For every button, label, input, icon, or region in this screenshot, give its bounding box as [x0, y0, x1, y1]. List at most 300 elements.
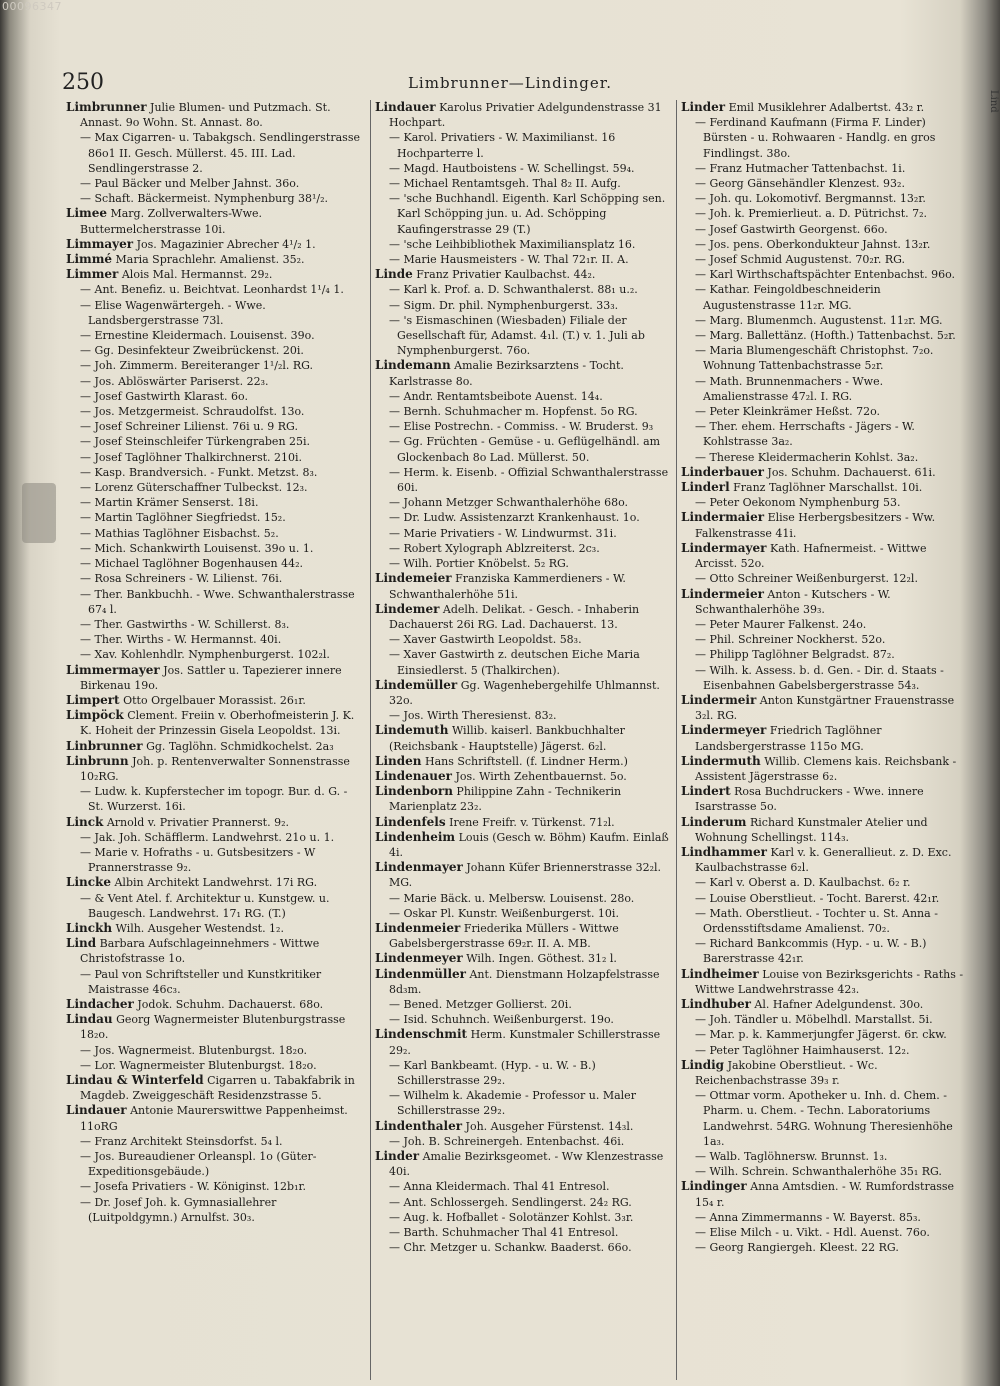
- directory-entry: [375, 1088, 675, 1118]
- directory-entry: [681, 663, 969, 693]
- directory-entry: [681, 723, 969, 753]
- entry-text: Georg Wagnermeister Blutenburgstrasse 18₂o.: [80, 1013, 346, 1042]
- entry-text: — Philipp Taglöhner Belgradst. 87₂.: [695, 648, 895, 662]
- directory-entry: [375, 404, 675, 419]
- entry-text: — Karl k. Prof. a. D. Schwanthalerst. 88₁ u.₂.: [389, 283, 638, 297]
- directory-entry: [681, 419, 969, 449]
- directory-entry: [375, 997, 675, 1012]
- margin-note: Lind: [988, 90, 999, 113]
- directory-entry: [66, 130, 364, 176]
- entry-text: Gg. Wagenhebergehilfe Uhlmannst. 32o.: [389, 678, 660, 707]
- directory-entry: [681, 343, 969, 373]
- entry-text: Friedrich Taglöhner Landsbergerstrasse 115o MG.: [695, 724, 882, 753]
- directory-entry: [375, 891, 675, 906]
- directory-entry: [66, 921, 364, 936]
- directory-entry: [66, 450, 364, 465]
- directory-entry: [66, 252, 364, 267]
- directory-entry: [375, 267, 675, 282]
- entry-text: Franz Privatier Kaulbachst. 44₂.: [416, 268, 596, 282]
- directory-entry: [681, 465, 969, 480]
- directory-entry: [66, 571, 364, 586]
- directory-entry: [66, 1195, 364, 1225]
- directory-entry: [681, 1225, 969, 1240]
- entry-text: — Ther. Wirths - W. Hermannst. 40i.: [80, 633, 282, 647]
- directory-entry: [681, 480, 969, 495]
- entry-surname: Linden: [375, 753, 422, 768]
- entry-surname: Lindenmeier: [375, 920, 461, 935]
- entry-text: — Gg. Desinfekteur Zweibrückenst. 20i.: [80, 344, 304, 358]
- entry-text: Arnold v. Privatier Prannerst. 9₂.: [106, 815, 289, 829]
- entry-text: Joh. Ausgeher Fürstenst. 14₃l.: [465, 1119, 634, 1133]
- directory-entry: [681, 1058, 969, 1088]
- entry-text: Rosa Buchdruckers - Wwe. innere Isarstrasse 5o.: [695, 785, 924, 814]
- entry-text: Alois Mal. Hermannst. 29₂.: [121, 268, 273, 282]
- directory-entry: [66, 784, 364, 814]
- directory-entry: [66, 708, 364, 738]
- directory-entry: [66, 997, 364, 1012]
- entry-surname: Lindenmeyer: [375, 951, 463, 966]
- directory-entry: [681, 404, 969, 419]
- entry-text: Elise Herbergsbesitzers - Ww. Falkenstrasse 41i.: [695, 511, 936, 540]
- directory-entry: [66, 556, 364, 571]
- directory-entry: [375, 1134, 675, 1149]
- entry-text: — Peter Maurer Falkenst. 24o.: [695, 617, 867, 631]
- entry-text: — Karol. Privatiers - W. Maximilianst. 16 Hochparterre l.: [389, 131, 616, 160]
- entry-text: — Xav. Kohlenhdlr. Nymphenburgerst. 102₂l.: [80, 648, 330, 662]
- entry-text: — Isid. Schuhnch. Weißenburgerst. 19o.: [389, 1013, 614, 1027]
- entry-text: — Magd. Hautboistens - W. Schellingst. 59₄.: [389, 161, 635, 175]
- directory-entry: [66, 1134, 364, 1149]
- entry-text: — Elise Postrechn. - Commiss. - W. Bruderst. 9₃: [389, 420, 654, 434]
- directory-entry: [66, 176, 364, 191]
- entry-text: — Marg. Ballettänz. (Hofth.) Tattenbachst. 5₂r.: [695, 329, 956, 343]
- directory-entry: [66, 328, 364, 343]
- directory-entry: [66, 298, 364, 328]
- entry-text: — Maria Blumengeschäft Christophst. 7₂o. Wohnung Tattenbachstrasse 5₂r.: [695, 344, 934, 373]
- entry-text: — Mar. p. k. Kammerjungfer Jägerst. 6r. ckw.: [695, 1028, 947, 1042]
- entry-text: — Josef Schreiner Lilienst. 76i u. 9 RG.: [80, 420, 298, 434]
- directory-entry: [681, 936, 969, 966]
- directory-entry: [375, 921, 675, 951]
- entry-surname: Lindert: [681, 784, 731, 799]
- directory-entry: [681, 191, 969, 206]
- entry-text: Amalie Bezirksgeomet. - Ww Klenzestrasse 40i.: [389, 1150, 664, 1179]
- entry-surname: Lindenmüller: [375, 966, 466, 981]
- entry-surname: Limmayer: [66, 236, 134, 251]
- entry-text: Ant. Dienstmann Holzapfelstrasse 8d₃m.: [389, 967, 660, 996]
- directory-entry: [375, 130, 675, 160]
- directory-entry: [375, 465, 675, 495]
- entry-surname: Lindemann: [375, 358, 451, 373]
- entry-text: — Oskar Pl. Kunstr. Weißenburgerst. 10i.: [389, 906, 619, 920]
- entry-text: Kath. Hafnermeist. - Wittwe Arcisst. 52o.: [695, 541, 927, 571]
- column-right: [676, 100, 969, 1380]
- entry-text: Marg. Zollverwalters-Wwe. Buttermelcherstrasse 10i.: [80, 207, 263, 236]
- directory-entry: [681, 815, 969, 845]
- entry-text: — Anna Zimmermanns - W. Bayerst. 85₃.: [695, 1210, 921, 1224]
- entry-text: — Jos. Wirth Theresienst. 83₂.: [389, 709, 557, 723]
- entry-text: — Elise Milch - u. Vikt. - Hdl. Auenst. 76o.: [695, 1226, 930, 1240]
- entry-text: — Georg Rangiergeh. Kleest. 22 RG.: [695, 1241, 899, 1255]
- entry-text: — Chr. Metzger u. Schankw. Baaderst. 66o.: [389, 1241, 632, 1255]
- entry-surname: Lindhuber: [681, 996, 751, 1011]
- directory-entry: [681, 313, 969, 328]
- entry-surname: Linderbauer: [681, 464, 764, 479]
- entry-text: — Jos. pens. Oberkondukteur Jahnst. 13₂r.: [695, 237, 931, 251]
- directory-entry: [681, 617, 969, 632]
- entry-text: Karolus Privatier Adelgundenstrasse 31 Hochpart.: [389, 101, 662, 130]
- directory-entry: [681, 541, 969, 571]
- entry-text: Johann Küfer Briennerstrasse 32₂l. MG.: [389, 861, 662, 890]
- entry-text: — Phil. Schreiner Nockherst. 52o.: [695, 633, 886, 647]
- entry-text: — Ant. Schlossergeh. Sendlingerst. 24₂ RG.: [389, 1195, 632, 1209]
- directory-entry: [681, 1043, 969, 1058]
- directory-entry: [375, 1195, 675, 1210]
- directory-entry: [375, 541, 675, 556]
- entry-surname: Lindau & Winterfeld: [66, 1073, 204, 1087]
- entry-text: Louise von Bezirksgerichts - Raths - Wittwe Landwehrstrasse 42₃.: [695, 967, 964, 996]
- directory-entry: [681, 161, 969, 176]
- entry-text: — Aug. k. Hofballet - Solotänzer Kohlst. 3₃r.: [389, 1210, 634, 1224]
- entry-text: — Karl v. Oberst a. D. Kaulbachst. 6₂ r.: [695, 876, 911, 890]
- entry-text: — Ferdinand Kaufmann (Firma F. Linder) Bürsten - u. Rohwaaren - Handlg. en gros Findlingst. 38o.: [695, 116, 936, 160]
- entry-text: — Richard Bankcommis (Hyp. - u. W. - B.) Barerstrasse 42₁r.: [695, 937, 927, 966]
- entry-surname: Linder: [681, 100, 726, 114]
- entry-text: — Josef Gastwirth Klarast. 6o.: [80, 389, 248, 403]
- directory-entry: [375, 510, 675, 525]
- directory-entry: [681, 754, 969, 784]
- entry-surname: Lindermeier: [681, 586, 764, 601]
- directory-entry: [681, 1027, 969, 1042]
- directory-entry: [66, 1043, 364, 1058]
- directory-entry: [375, 389, 675, 404]
- entry-surname: Linck: [66, 814, 104, 829]
- entry-text: Joh. p. Rentenverwalter Sonnenstrasse 10₂RG.: [80, 754, 350, 783]
- entry-text: — Josef Steinschleifer Türkengraben 25i.: [80, 435, 311, 449]
- directory-entry: [375, 1027, 675, 1057]
- entry-text: Franz Taglöhner Marschallst. 10i.: [733, 481, 923, 495]
- entry-surname: Lindemüller: [375, 677, 458, 692]
- entry-text: — Georg Gänsehändler Klenzest. 93₂.: [695, 177, 905, 191]
- directory-entry: [66, 632, 364, 647]
- entry-text: — 'sche Buchhandl. Eigenth. Karl Schöpping sen. Karl Schöpping jun. u. Ad. Schöpping Kaufingerstrasse 29 (T.): [389, 192, 666, 236]
- entry-surname: Linder: [375, 1149, 420, 1164]
- entry-surname: Lind: [66, 936, 97, 951]
- entry-surname: Lindermaier: [681, 510, 765, 525]
- entry-text: — Math. Oberstlieut. - Tochter u. St. Anna - Ordensstiftsdame Amalienst. 70₂.: [695, 906, 938, 935]
- entry-surname: Linckh: [66, 920, 113, 935]
- directory-entry: [375, 723, 675, 753]
- directory-entry: [375, 1240, 675, 1255]
- entry-text: Anna Amtsdien. - W. Rumfordstrasse 15₄ r.: [695, 1180, 955, 1209]
- directory-entry: [375, 754, 675, 769]
- entry-text: — Wilh. k. Assess. b. d. Gen. - Dir. d. Staats - Eisenbahnen Gabelsbergerstrasse 54₃.: [695, 663, 944, 692]
- entry-text: Amalie Bezirksarztens - Tocht. Karlstrasse 8o.: [389, 359, 624, 388]
- entry-text: — Johann Metzger Schwanthalerhöhe 68o.: [389, 496, 629, 510]
- page-number: 250: [62, 70, 104, 95]
- entry-surname: Limpöck: [66, 708, 124, 723]
- entry-text: Herm. Kunstmaler Schillerstrasse 29₂.: [389, 1028, 661, 1057]
- entry-text: — Ther. ehem. Herrschafts - Jägers - W. Kohlstrasse 3a₂.: [695, 420, 915, 449]
- entry-text: — Jos. Metzgermeist. Schraudolfst. 13o.: [80, 405, 305, 419]
- directory-entry: [681, 328, 969, 343]
- entry-text: — Franz Hutmacher Tattenbachst. 1i.: [695, 161, 906, 175]
- entry-text: — Marie Hausmeisters - W. Thal 72₁r. II. A.: [389, 253, 629, 267]
- directory-entry: [375, 526, 675, 541]
- directory-entry: [66, 389, 364, 404]
- directory-entry: [681, 1179, 969, 1209]
- entry-text: — Wilh. Portier Knöbelst. 5₂ RG.: [389, 557, 569, 571]
- directory-entry: [375, 358, 675, 388]
- directory-entry: [66, 693, 364, 708]
- entry-text: — Marie Bäck. u. Melbersw. Louisenst. 28o.: [389, 891, 635, 905]
- entry-surname: Limbrunner: [66, 100, 147, 114]
- directory-entry: [375, 282, 675, 297]
- entry-text: — Xaver Gastwirth z. deutschen Eiche Maria Einsiedlerst. 5 (Thalkirchen).: [389, 648, 640, 677]
- entry-text: — Lorenz Güterschaffner Tulbeckst. 12₃.: [80, 481, 308, 495]
- entry-text: Anton - Kutschers - W. Schwanthalerhöhe 39₃.: [695, 587, 891, 616]
- directory-entry: [66, 875, 364, 890]
- entry-surname: Lindermayer: [681, 540, 767, 555]
- entry-surname: Lindenschmit: [375, 1027, 468, 1042]
- entry-text: Jos. Magazinier Abrecher 4¹/₂ 1.: [136, 237, 316, 251]
- directory-entry: [375, 1012, 675, 1027]
- directory-entry: [375, 906, 675, 921]
- directory-entry: [375, 967, 675, 997]
- entry-text: — Ludw. k. Kupferstecher im topogr. Bur. d. G. - St. Wurzerst. 16i.: [80, 785, 348, 814]
- directory-entry: [66, 343, 364, 358]
- directory-entry: [66, 830, 364, 845]
- entry-text: — Louise Oberstlieut. - Tocht. Barerst. 42₁r.: [695, 891, 940, 905]
- entry-text: Emil Musiklehrer Adalbertst. 43₂ r.: [728, 101, 925, 114]
- directory-entry: [681, 571, 969, 586]
- directory-entry: [681, 1240, 969, 1255]
- entry-text: — Josef Gastwirth Georgenst. 66o.: [695, 222, 888, 236]
- directory-entry: [66, 465, 364, 480]
- directory-entry: [375, 237, 675, 252]
- entry-text: — Dr. Josef Joh. k. Gymnasiallehrer (Luitpoldgymn.) Arnulfst. 30₃.: [80, 1195, 277, 1224]
- entry-surname: Lindermeyer: [681, 723, 767, 738]
- directory-entry: [66, 480, 364, 495]
- directory-entry: [66, 404, 364, 419]
- directory-entry: [375, 815, 675, 830]
- entry-text: Jakobine Oberstlieut. - Wc. Reichenbachstrasse 39₃ r.: [695, 1058, 878, 1087]
- entry-surname: Limmermayer: [66, 662, 160, 677]
- directory-entry: [66, 267, 364, 282]
- entry-text: — Max Cigarren- u. Tabakgsch. Sendlingerstrasse 86o1 II. Gesch. Müllerst. 45. III. Lad. Sendlingerstrasse 2.: [80, 131, 360, 175]
- entry-text: — Karl Bankbeamt. (Hyp. - u. W. - B.) Schillerstrasse 29₂.: [389, 1058, 596, 1087]
- entry-text: Louis (Gesch w. Böhm) Kaufm. Einlaß 4i.: [389, 830, 669, 859]
- directory-entry: [66, 495, 364, 510]
- entry-text: — & Vent Atel. f. Architektur u. Kunstgew. u. Baugesch. Landwehrst. 17₁ RG. (T.): [80, 891, 330, 920]
- directory-entry: [66, 815, 364, 830]
- entry-text: — Marie v. Hofraths - u. Gutsbesitzers - W Prannerstrasse 9₂.: [80, 845, 316, 875]
- directory-entry: [375, 632, 675, 647]
- directory-entry: [66, 617, 364, 632]
- directory-entry: [375, 161, 675, 176]
- entry-text: Jos. Schuhm. Dachauerst. 61i.: [767, 465, 936, 479]
- entry-surname: Lindemuth: [375, 723, 449, 738]
- directory-entry: [375, 647, 675, 677]
- directory-entry: [375, 556, 675, 571]
- directory-entry: [681, 252, 969, 267]
- entry-text: Hans Schriftstell. (f. Lindner Herm.): [424, 754, 628, 768]
- entry-text: — Marie Privatiers - W. Lindwurmst. 31i.: [389, 526, 617, 540]
- directory-entry: [681, 495, 969, 510]
- entry-surname: Lindauer: [66, 1103, 127, 1118]
- directory-entry: [681, 237, 969, 252]
- directory-entry: [66, 1058, 364, 1073]
- directory-entry: [375, 100, 675, 130]
- entry-text: Jos. Wirth Zehentbauernst. 5o.: [455, 769, 627, 783]
- entry-text: — Joh. k. Premierlieut. a. D. Pütrichst. 7₂.: [695, 207, 928, 221]
- directory-entry: [681, 967, 969, 997]
- directory-entry: [375, 769, 675, 784]
- entry-text: — Jos. Bureaudiener Orleanspl. 1o (Güter-Expeditionsgebäude.): [80, 1150, 317, 1179]
- entry-text: — Anna Kleidermach. Thal 41 Entresol.: [389, 1180, 610, 1194]
- directory-entry: [681, 267, 969, 282]
- entry-surname: Lindemeier: [375, 571, 452, 586]
- directory-entry: [375, 313, 675, 359]
- entry-surname: Lindheimer: [681, 966, 759, 981]
- entry-text: — Peter Kleinkrämer Heßst. 72o.: [695, 405, 881, 419]
- directory-entry: [681, 906, 969, 936]
- directory-entry: [66, 237, 364, 252]
- entry-text: — Otto Schreiner Weißenburgerst. 12₂l.: [695, 572, 918, 586]
- directory-entry: [375, 602, 675, 632]
- entry-text: — Josefa Privatiers - W. Königinst. 12b₁r.: [80, 1180, 307, 1194]
- directory-entry: [66, 1103, 364, 1133]
- entry-text: — Ther. Gastwirths - W. Schillerst. 8₃.: [80, 617, 290, 631]
- directory-entry: [66, 541, 364, 556]
- entry-surname: Limee: [66, 206, 107, 221]
- entry-text: — Jos. Wagnermeist. Blutenburgst. 18₂o.: [80, 1043, 308, 1057]
- entry-text: — Ernestine Kleidermach. Louisenst. 39o.: [80, 329, 315, 343]
- directory-entry: [375, 298, 675, 313]
- entry-text: Jodok. Schuhm. Dachauerst. 68o.: [137, 997, 324, 1011]
- directory-entry: [681, 891, 969, 906]
- entry-text: Wilh. Ingen. Göthest. 31₂ l.: [466, 952, 617, 966]
- entry-text: — Mathias Taglöhner Eisbachst. 5₂.: [80, 526, 279, 540]
- entry-text: Philippine Zahn - Technikerin Marienplatz 23₂.: [389, 785, 622, 814]
- directory-entry: [681, 1088, 969, 1149]
- entry-text: — Paul Bäcker und Melber Jahnst. 36o.: [80, 177, 300, 191]
- entry-surname: Lindermeir: [681, 692, 757, 707]
- entry-text: — Michael Rentamtsgeh. Thal 8₂ II. Aufg.: [389, 177, 621, 191]
- column-left: [66, 100, 364, 1380]
- directory-entry: [681, 632, 969, 647]
- entry-text: — Gg. Früchten - Gemüse - u. Geflügelhändl. am Glockenbach 8o Lad. Müllerst. 50.: [389, 435, 661, 464]
- directory-entry: [66, 510, 364, 525]
- entry-text: — Bernh. Schuhmacher m. Hopfenst. 5o RG.: [389, 405, 638, 419]
- directory-entry: [375, 252, 675, 267]
- entry-text: Antonie Maurerswittwe Pappenheimst. 11oRG: [80, 1104, 348, 1133]
- entry-surname: Lindermuth: [681, 753, 761, 768]
- directory-entry: [681, 587, 969, 617]
- entry-surname: Lindhammer: [681, 844, 767, 859]
- scan-id: 00096347: [2, 0, 62, 13]
- entry-text: — Joh. B. Schreinergeh. Entenbachst. 46i.: [389, 1134, 625, 1148]
- entry-text: — Josef Schmid Augustenst. 70₂r. RG.: [695, 253, 906, 267]
- directory-entry: [66, 434, 364, 449]
- directory-entry: [66, 587, 364, 617]
- entry-text: — Ther. Bankbuchh. - Wwe. Schwanthalerstrasse 67₄ l.: [80, 587, 355, 616]
- directory-entry: [681, 784, 969, 814]
- directory-entry: [681, 845, 969, 875]
- entry-surname: Lindenheim: [375, 829, 456, 844]
- entry-text: — Wilh. Schrein. Schwanthalerhöhe 35₁ RG.: [695, 1165, 942, 1179]
- directory-entry: [375, 434, 675, 464]
- entry-surname: Lindenauer: [375, 768, 452, 783]
- directory-entry: [681, 647, 969, 662]
- entry-text: Maria Sprachlehr. Amalienst. 35₂.: [115, 253, 305, 267]
- directory-entry: [681, 206, 969, 221]
- directory-entry: [66, 1012, 364, 1042]
- directory-entry: [375, 1058, 675, 1088]
- directory-entry: [66, 754, 364, 784]
- entry-text: Willib. Clemens kais. Reichsbank - Assistent Jägerstrasse 6₂.: [695, 754, 957, 783]
- entry-text: Albin Architekt Landwehrst. 17i RG.: [114, 876, 318, 890]
- entry-text: Adelh. Delikat. - Gesch. - Inhaberin Dachauerst 26i RG. Lad. Dachauerst. 13.: [389, 602, 640, 631]
- entry-surname: Limmer: [66, 267, 119, 282]
- entry-text: — Kathar. Feingoldbeschneiderin Augustenstrasse 11₂r. MG.: [695, 283, 881, 312]
- directory-entry: [681, 222, 969, 237]
- entry-text: Al. Hafner Adelgundenst. 30o.: [754, 997, 924, 1011]
- entry-text: — Peter Oekonom Nymphenburg 53.: [695, 496, 901, 510]
- entry-surname: Linde: [375, 267, 413, 282]
- entry-surname: Lindauer: [375, 100, 436, 114]
- entry-text: Julie Blumen- und Putzmach. St. Annast. 9o Wohn. St. Annast. 8o.: [80, 101, 331, 130]
- directory-entry: [66, 845, 364, 875]
- directory-entry: [66, 891, 364, 921]
- entry-text: — Jak. Joh. Schäfflerm. Landwehrst. 21o u. 1.: [80, 830, 335, 844]
- entry-text: — Robert Xylograph Ablzreiterst. 2c₃.: [389, 541, 600, 555]
- directory-entry: [681, 510, 969, 540]
- entry-surname: Lindau: [66, 1012, 113, 1027]
- entry-surname: Lindenborn: [375, 784, 453, 799]
- entry-text: Richard Kunstmaler Atelier und Wohnung Schellingst. 114₃.: [695, 815, 928, 844]
- directory-entry: [66, 191, 364, 206]
- directory-entry: [375, 1119, 675, 1134]
- directory-entry: [681, 176, 969, 191]
- directory-entry: [66, 282, 364, 297]
- entry-text: Karl v. k. Generallieut. z. D. Exc. Kaulbachstrasse 6₂l.: [695, 845, 952, 875]
- directory-entry: [375, 708, 675, 723]
- entry-text: Wilh. Ausgeher Westendst. 1₂.: [115, 921, 284, 935]
- column-middle: [370, 100, 675, 1380]
- entry-surname: Lindenmayer: [375, 860, 463, 875]
- entry-surname: Linbrunner: [66, 738, 143, 753]
- directory-entry: [375, 830, 675, 860]
- directory-entry: [375, 951, 675, 966]
- directory-entry: [681, 450, 969, 465]
- directory-entry: [66, 1073, 364, 1103]
- entry-text: — Jos. Ablöswärter Pariserst. 22₃.: [80, 374, 269, 388]
- entry-text: — Elise Wagenwärtergeh. - Wwe. Landsbergerstrasse 73l.: [80, 298, 266, 327]
- entry-text: Cigarren u. Tabakfabrik in Magdeb. Zweiggeschäft Residenzstrasse 5.: [80, 1074, 355, 1103]
- directory-entry: [66, 374, 364, 389]
- entry-surname: Linderl: [681, 480, 730, 495]
- entry-text: — Lor. Wagnermeister Blutenburgst. 18₂o.: [80, 1058, 317, 1072]
- entry-text: — Ottmar vorm. Apotheker u. Inh. d. Chem. - Pharm. u. Chem. - Techn. Laboratoriums Landwehrst. 54RG. Wohnung Theresienhöhe 1a₃.: [695, 1089, 953, 1148]
- directory-entry: [66, 663, 364, 693]
- entry-surname: Limpert: [66, 692, 120, 707]
- entry-text: Otto Orgelbauer Morassist. 26₁r.: [123, 693, 306, 707]
- entry-text: — Ant. Benefiz. u. Beichtvat. Leonhardst 1¹/₄ 1.: [80, 283, 344, 297]
- entry-text: — Andr. Rentamtsbeibote Auenst. 14₄.: [389, 389, 603, 403]
- entry-text: — Paul von Schriftsteller und Kunstkritiker Maistrasse 46c₃.: [80, 967, 322, 996]
- entry-text: Barbara Aufschlageinnehmers - Wittwe Christofstrasse 1o.: [80, 937, 320, 966]
